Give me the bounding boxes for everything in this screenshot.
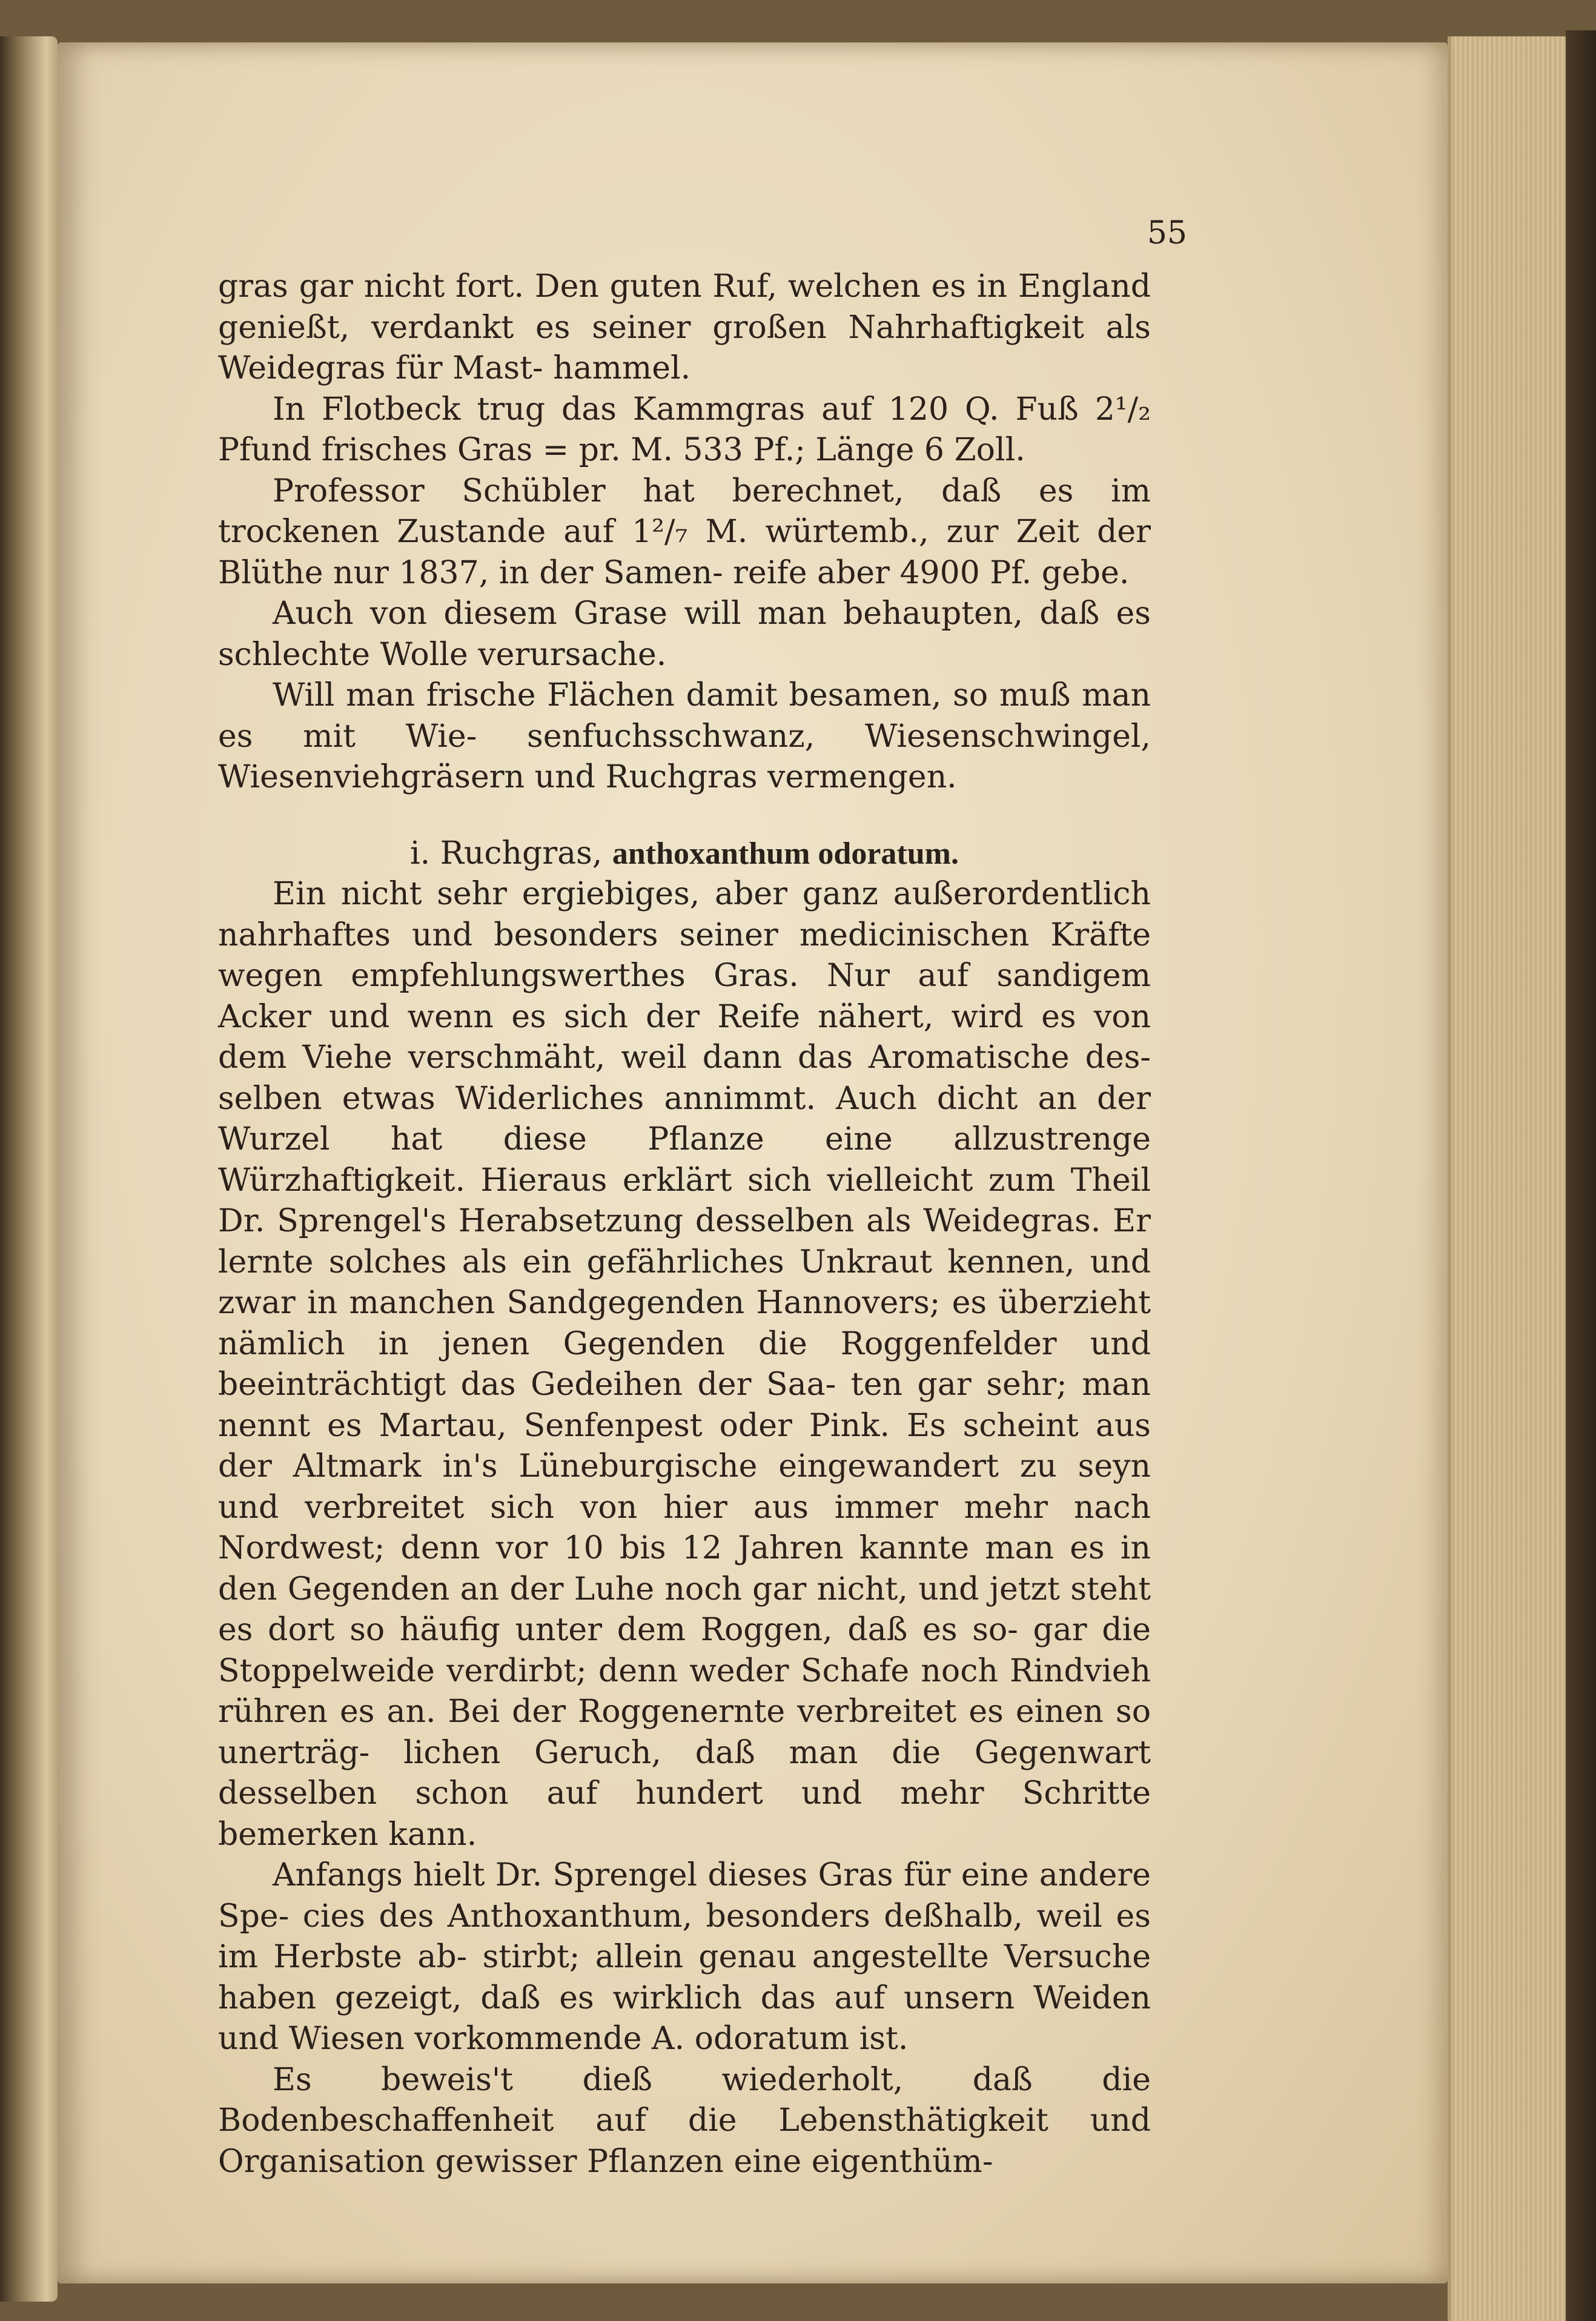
paragraph: Professor Schübler hat berechnet, daß es im trockenen Zustande auf 1²/₇ M. würtemb., zur Zeit der Blüthe nur 1837, in der Samen- reife aber 4900 Pf. gebe. (218, 472, 1151, 591)
paragraph: Ein nicht sehr ergiebiges, aber ganz außerordentlich nahrhaftes und besonders seiner medicinischen Kräfte wegen empfehlungswerthes Gras. Nur auf sandigem Acker und wenn es sich der Reife nähert, wird es von dem Viehe verschmäht, weil dann das Aromatische des- selben etwas Widerliches annimmt. Auch dicht an der Wurzel hat diese Pflanze eine allzustrenge Würzhaftigkeit. Hieraus erklärt sich vielleicht zum Theil Dr. Sprengel's Herabsetzung desselben als Weidegras. Er lernte solches als ein gefährliches Unkraut kennen, und zwar in manchen Sandgegenden Hannovers; es überzieht nämlich in jenen Gegenden die Roggenfelder und beeinträchtigt das Gedeihen der Saa- ten gar sehr; man nennt es Martau, Senfenpest oder Pink. Es scheint aus der Altmark in's Lüneburgische eingewandert zu seyn und verbreitet sich von hier aus immer mehr nach Nordwest; denn vor 10 bis 12 Jahren kannte man es in den Gegenden an der Luhe noch gar nicht, und jetzt steht es dort so häufig unter dem Roggen, daß es so- gar die Stoppelweide verdirbt; denn weder Schafe noch Rindvieh rühren es an. Bei der Roggenernte verbreitet es einen so unerträg- lichen Geruch, daß man die Gegenwart desselben schon auf hundert und mehr Schritte bemerken kann. (218, 876, 1151, 1853)
paragraph: Will man frische Flächen damit besamen, so muß man es mit Wie- senfuchsschwanz, Wiesenschwingel, Wiesenviehgräsern und Ruchgras vermengen. (218, 677, 1151, 795)
paragraph: gras gar nicht fort. Den guten Ruf, welchen es in England genießt, verdankt es seiner großen Nahrhaftigkeit als Weidegras für Mast- hammel. (218, 268, 1151, 386)
paragraph: Anfangs hielt Dr. Sprengel dieses Gras für eine andere Spe- cies des Anthoxanthum, besonders deßhalb, weil es im Herbste ab- stirbt; allein genau angestellte Versuche haben gezeigt, daß es wirklich das auf unsern Weiden und Wiesen vorkommende A. odoratum ist. (218, 1857, 1151, 2057)
page-text-body (218, 267, 1151, 2182)
section-heading-prefix: i. Ruchgras, (410, 835, 603, 872)
paragraph: In Flotbeck trug das Kammgras auf 120 Q. Fuß 2¹/₂ Pfund frisches Gras = pr. M. 533 Pf.; Länge 6 Zoll. (218, 391, 1151, 468)
section-heading (218, 833, 1151, 875)
section-heading-latin: anthoxanthum odoratum. (612, 836, 959, 871)
left-page-edge (0, 36, 58, 2302)
paragraph: Auch von diesem Grase will man behaupten, daß es schlechte Wolle verursache. (218, 595, 1151, 673)
page-number: 55 (1147, 215, 1187, 251)
paragraph: Es beweis't dieß wiederholt, daß die Bodenbeschaffenheit auf die Lebensthätigkeit und Organisation gewisser Pflanzen eine eigenthüm- (218, 2061, 1151, 2180)
book-cover-edge (1566, 30, 1596, 2321)
